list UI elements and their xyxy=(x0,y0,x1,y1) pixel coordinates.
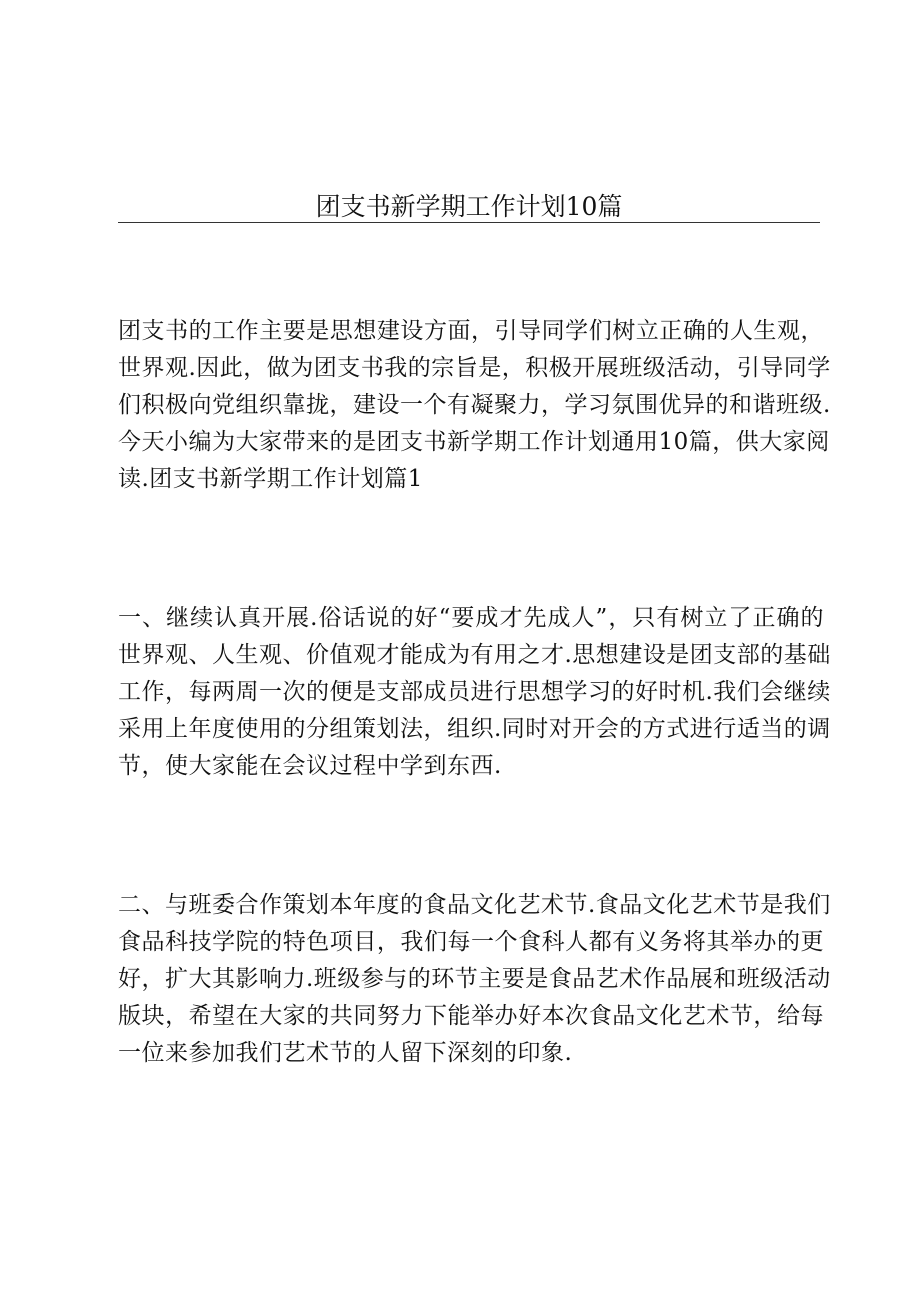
paragraph-section-one xyxy=(118,600,831,785)
paragraph-line: 版块，希望在大家的共同努力下能举办好本次食品文化艺术节，给每 xyxy=(118,1003,824,1029)
paragraph-line: 们积极向党组织靠拢，建设一个有凝聚力，学习氛围优异的和谐班级. xyxy=(118,392,831,418)
paragraph-line: 食品科技学院的特色项目，我们每一个食科人都有义务将其举办的更 xyxy=(118,929,824,955)
paragraph-line: 世界观.因此，做为团支书我的宗旨是，积极开展班级活动，引导同学 xyxy=(118,355,831,381)
paragraph-line: 采用上年度使用的分组策划法，组织.同时对开会的方式进行适当的调 xyxy=(118,716,831,742)
paragraph-line: 团支书的工作主要是思想建设方面，引导同学们树立正确的人生观， xyxy=(118,318,824,344)
paragraph-line: 好，扩大其影响力.班级参与的环节主要是食品艺术作品展和班级活动 xyxy=(118,966,831,992)
paragraph-line: 一位来参加我们艺术节的人留下深刻的印象. xyxy=(118,1040,573,1066)
paragraph-line: 二、与班委合作策划本年度的食品文化艺术节.食品文化艺术节是我们 xyxy=(118,892,831,918)
paragraph-line: 节，使大家能在会议过程中学到东西. xyxy=(118,753,502,779)
document-title: 团支书新学期工作计划10篇 xyxy=(315,192,623,221)
paragraph-line: 世界观、人生观、价值观才能成为有用之才.思想建设是团支部的基础 xyxy=(118,642,831,668)
title-underline xyxy=(118,222,820,223)
paragraph-line: 今天小编为大家带来的是团支书新学期工作计划通用10篇，供大家阅 xyxy=(118,429,830,455)
paragraph-section-two xyxy=(118,887,831,1072)
paragraph-intro xyxy=(118,313,831,498)
paragraph-line: 读.团支书新学期工作计划篇1 xyxy=(118,466,423,492)
paragraph-line: 工作，每两周一次的便是支部成员进行思想学习的好时机.我们会继续 xyxy=(118,679,831,705)
paragraph-line: 一、继续认真开展.俗话说的好“要成才先成人”，只有树立了正确的 xyxy=(118,605,824,631)
